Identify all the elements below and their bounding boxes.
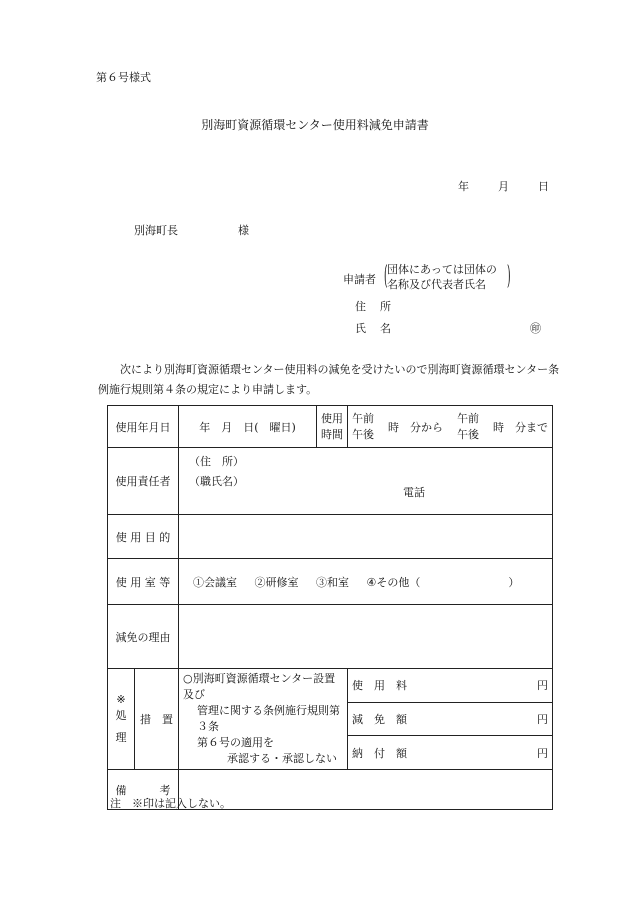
label-reason: 減免の理由: [108, 605, 179, 669]
measure-line3: 第６号の適用を: [197, 736, 274, 749]
measure-line2: 管理に関する条例施行規則第３条: [197, 704, 340, 733]
row-reason: [108, 605, 553, 669]
fee-label: 使 用 料: [352, 679, 407, 693]
intro-paragraph: 次により別海町資源循環センター使用料の減免を受けたいので別海町資源循環センター条例施行規則第４条の規定により申請します。: [98, 363, 560, 396]
payment-yen: 円: [537, 746, 548, 760]
footnote: 注 ※印は記入しない。: [110, 797, 231, 810]
applicant-note-line2: 名称及び代表者氏名: [387, 278, 486, 291]
reason-value: [179, 605, 553, 669]
am-end: 午前: [457, 411, 479, 425]
room-options: [179, 559, 553, 605]
applicant-name-label: 氏名: [355, 322, 405, 335]
form-number: 第６号様式: [96, 71, 151, 84]
fee-cell: [348, 669, 553, 703]
application-table: [107, 405, 553, 810]
usage-time-value: [348, 406, 553, 448]
measure-line1: ○別海町資源循環センター設置及び: [183, 672, 336, 701]
row-date: [108, 406, 553, 448]
am-start: 午前: [352, 411, 374, 425]
measure-text: [179, 669, 348, 770]
applicant-address-label: 住所: [355, 300, 405, 313]
room-option-4: ④その他（ ）: [366, 575, 520, 589]
applicant-note-line1: 団体にあっては団体の: [387, 263, 497, 276]
row-purpose: [108, 515, 553, 559]
label-usage-time: [317, 406, 348, 448]
measure-line4: 承認する・承認しない: [227, 752, 337, 765]
document-title: 別海町資源循環センター使用料減免申請書: [201, 118, 429, 132]
responsible-phone: 電話: [403, 486, 425, 499]
label-measure: 措 置: [135, 669, 179, 770]
label-responsible: 使用責任者: [108, 448, 179, 515]
reduction-label: 減 免 額: [352, 712, 407, 726]
date-month: 月: [498, 180, 509, 193]
payment-label: 納 付 額: [352, 746, 407, 760]
label-process: [108, 669, 135, 770]
usage-time-line1: 使用: [321, 411, 343, 425]
label-remarks: 備 考: [108, 770, 179, 810]
pm-end: 午後: [457, 427, 479, 441]
addressee-name: 別海町長: [134, 224, 178, 237]
date-line: [458, 178, 549, 194]
date-year: 年: [458, 180, 469, 193]
seal-mark: ㊞: [530, 322, 541, 335]
bracket-right: ): [507, 261, 511, 291]
pm-start: 午後: [352, 427, 374, 441]
usage-date-value: 年 月 日( 曜日): [179, 406, 317, 448]
room-option-1: ①会議室: [193, 575, 237, 589]
time-from: 時 分から: [388, 420, 443, 434]
payment-cell: [348, 736, 553, 770]
addressee-honorific: 様: [238, 224, 249, 237]
responsible-name: （職氏名）: [189, 475, 244, 488]
reduction-cell: [348, 702, 553, 736]
remarks-value: [179, 770, 553, 810]
fee-yen: 円: [537, 679, 548, 693]
time-until: 時 分まで: [493, 420, 548, 434]
usage-time-line2: 時間: [321, 427, 343, 441]
date-day: 日: [538, 180, 549, 193]
responsible-value: [179, 448, 553, 515]
row-process-1: [108, 669, 553, 703]
addressee: [134, 222, 249, 238]
bracket-left: (: [384, 261, 388, 291]
label-usage-date: 使用年月日: [108, 406, 179, 448]
purpose-value: [179, 515, 553, 559]
label-purpose: 使 用 目 的: [108, 515, 179, 559]
process-char-2: 理: [115, 731, 127, 744]
process-char-1: 処: [115, 709, 127, 722]
reduction-yen: 円: [537, 712, 548, 726]
applicant-label: 申請者: [343, 273, 376, 286]
room-option-2: ②研修室: [254, 575, 299, 589]
process-mark: ※: [116, 693, 126, 706]
responsible-address: （住 所）: [189, 455, 244, 468]
row-responsible: [108, 448, 553, 515]
applicant-note: [387, 262, 497, 292]
room-option-3: ③和室: [316, 575, 349, 589]
row-room: [108, 559, 553, 605]
label-room: 使 用 室 等: [108, 559, 179, 605]
